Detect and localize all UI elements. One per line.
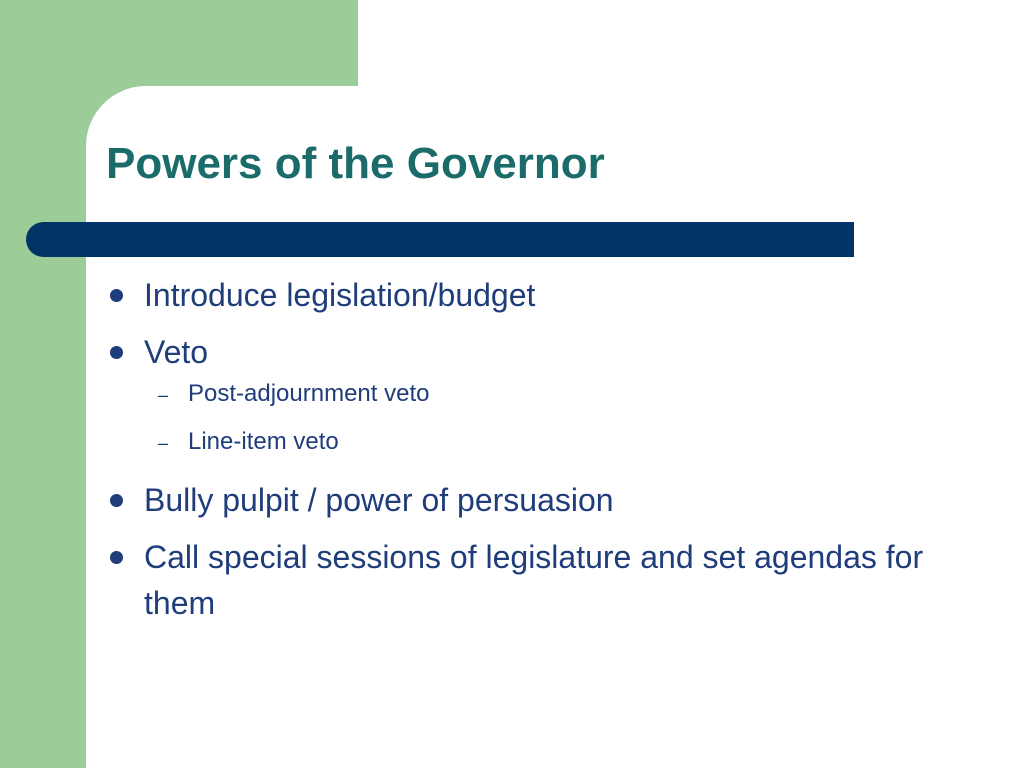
bullet-dot-icon <box>110 346 123 359</box>
bullet-text: Call special sessions of legislature and set agendas for them <box>144 539 924 621</box>
sub-bullet-item <box>106 377 926 411</box>
sub-bullet-text: Post-adjournment veto <box>188 380 430 407</box>
sub-bullet-item <box>106 425 926 459</box>
bullet-item <box>106 329 926 375</box>
bullet-text: Introduce legislation/budget <box>144 277 536 313</box>
slide-title: Powers of the Governor <box>106 139 605 188</box>
bullet-item <box>106 272 926 318</box>
slide-content <box>106 272 926 637</box>
bullet-dot-icon <box>110 551 123 564</box>
bullet-dot-icon <box>110 494 123 507</box>
bullet-item <box>106 477 926 523</box>
bullet-text: Veto <box>144 334 209 370</box>
sub-bullet-text: Line-item veto <box>188 428 339 455</box>
dash-icon: – <box>158 385 169 405</box>
dash-icon: – <box>158 433 169 453</box>
bullet-dot-icon <box>110 289 123 302</box>
bullet-text: Bully pulpit / power of persuasion <box>144 482 614 518</box>
decorative-left-band <box>0 0 86 768</box>
title-underline-bar <box>26 222 854 257</box>
bullet-item <box>106 534 926 626</box>
decorative-top-band <box>0 0 358 86</box>
